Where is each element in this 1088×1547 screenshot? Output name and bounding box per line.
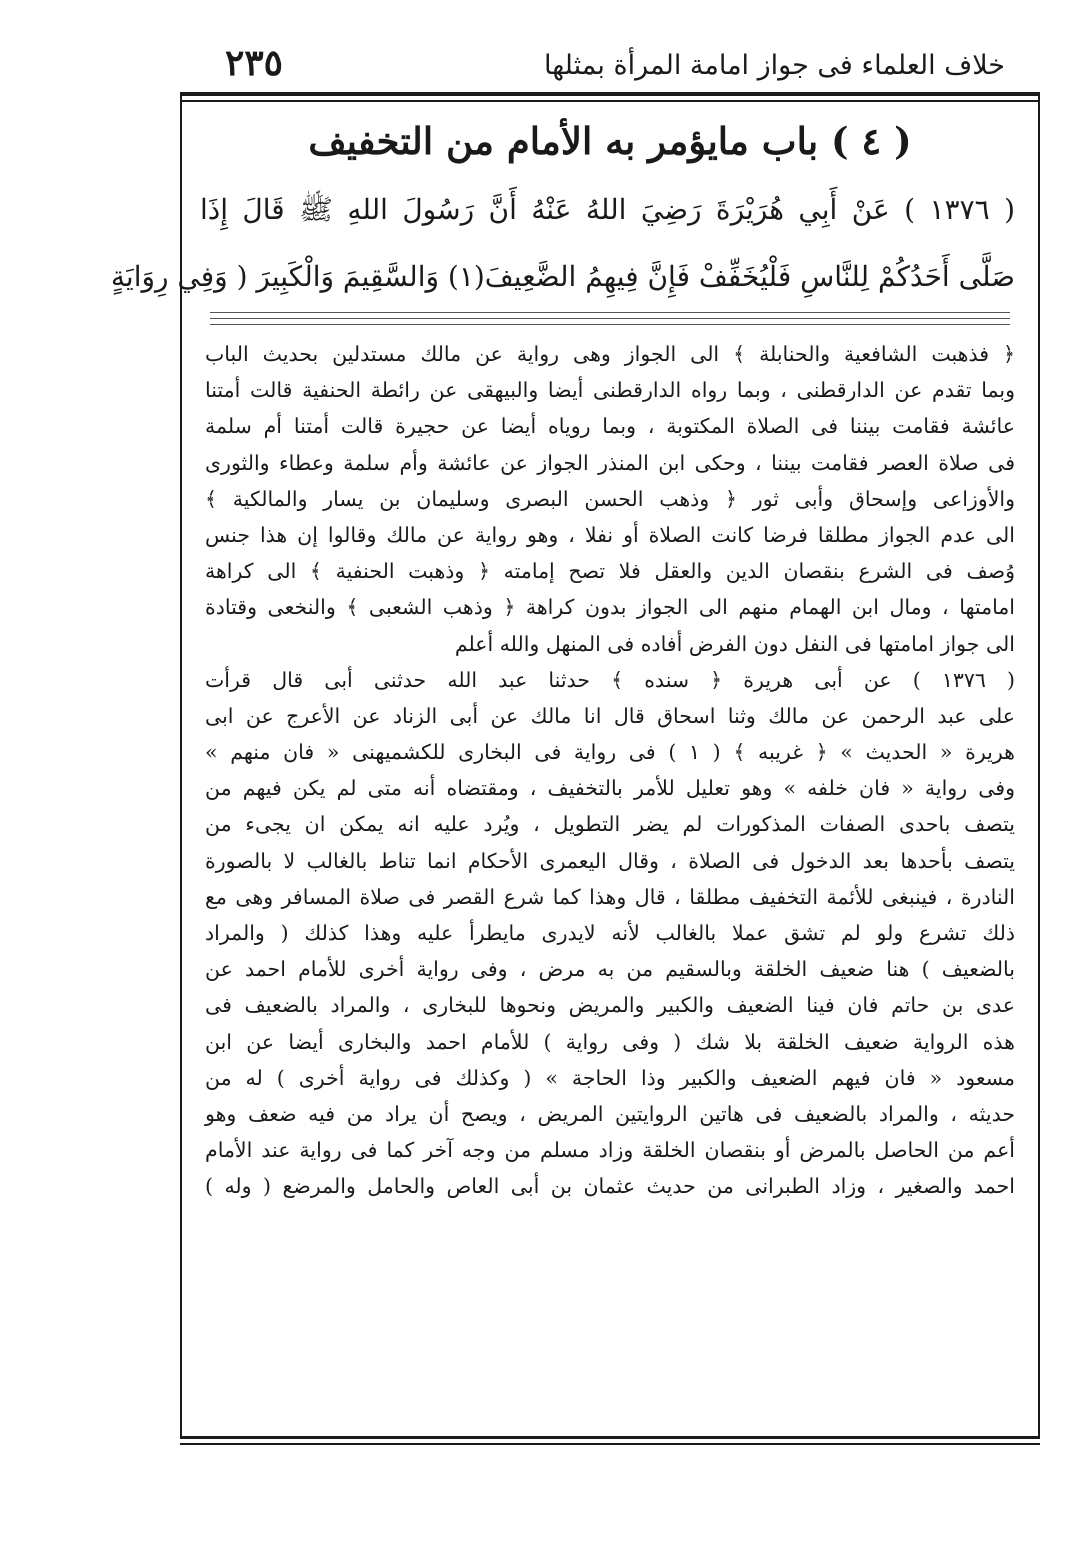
commentary-line: هريرة « الحديث » ﴿ غريبه ﴾ ( ١ ) فى رواية فى البخارى للكشميهنى « فان منهم » [205,740,1015,765]
page-number: ٢٣٥ [225,42,284,84]
hadith-text-line-2: صَلَّى أَحَدُكُمْ لِلنَّاسِ فَلْيُخَفِّفْ فَإِنَّ فِيهِمُ الضَّعِيفَ(١) وَالسَّقِيمَ وَالْكَبِيرَ ( وَفِي رِوَايَةٍ [110,260,1015,293]
commentary-line: عائشة فقامت بيننا فى الصلاة المكتوبة ، وبما روياه أيضا عن حجيرة قالت أمتنا أم سلمة [205,414,1015,439]
running-title: خلاف العلماء فى جواز امامة المرأة بمثلها [544,50,1005,81]
commentary-line: الى جواز امامتها فى النفل دون الفرض أفاده فى المنهل والله أعلم [454,631,1015,656]
commentary-line: أعم من الحاصل بالمرض أو بنقصان الخلقة وزاد مسلم من وجه آخر كما فى رواية عند الأمام [205,1138,1015,1163]
commentary-line: عدى بن حاتم فان فينا الضعيف والكبير والمريض ونحوها للبخارى ، والمراد بالضعيف فى [205,993,1015,1018]
commentary-block [205,336,1015,1205]
commentary-line: يتصف باحدى الصفات المذكورات لم يضر التطويل ، ويُرد عليه انه يمكن ان يجىء من [205,812,1015,837]
bottom-rule [180,1436,1040,1439]
commentary-line: وُصف فى الشرع بنقصان الدين والعقل فلا تصح إمامته ﴿ وذهبت الحنفية ﴾ الى كراهة [205,559,1015,584]
commentary-line: بالضعيف ) هنا ضعيف الخلقة وبالسقيم من به مرض ، وفى رواية أخرى للأمام احمد عن [205,957,1015,982]
commentary-line: النادرة ، فينبغى للأئمة التخفيف مطلقا ، قال وهذا كما شرع القصر فى صلاة المسافر وهى مع [205,884,1015,909]
commentary-line: هذه الرواية ضعيف الخلقة بلا شك ( وفى رواية ) للأمام احمد والبخارى أيضا عن ابن [205,1029,1015,1054]
commentary-line: وفى رواية « فان خلفه » وهو تعليل للأمر بالتخفيف ، ومقتضاه أنه متى لم يكن فيهم من [205,776,1015,801]
hadith-text-line-1: ( ١٣٧٦ ) عَنْ أَبِي هُرَيْرَةَ رَضِيَ اللهُ عَنْهُ أَنَّ رَسُولَ اللهِ ﷺ قَالَ إِذَا [200,193,1016,226]
commentary-line: ذلك تشرع ولو لم تشق عملا بالغالب لأنه لايدرى مايطرأ عليه وهذا كذلك ( والمراد [205,921,1015,945]
commentary-line: ( ١٣٧٦ ) عن أبى هريرة ﴿ سنده ﴾ حدثنا عبد الله حدثنى أبى قال قرأت [205,667,1016,692]
commentary-line: احمد والصغير ، وزاد الطبرانى من حديث عثمان بن أبى العاص والحامل والمرضع ( وله ) [205,1174,1015,1199]
commentary-line: والأوزاعى وإسحاق وأبى ثور ﴿ وذهب الحسن البصرى وسليمان بن يسار والمالكية ﴾ [205,486,1015,511]
commentary-line: وبما تقدم عن الدارقطنى ، وبما رواه الدارقطنى أيضا والبيهقى عن رائطة الحنفية قالت أمتنا [205,378,1015,403]
commentary-line: يتصف بأحدها بعد الدخول فى الصلاة ، وقال اليعمرى الأحكام انما تناط بالغالب لا بالصورة [205,848,1015,873]
commentary-line: حديثه ، والمراد بالضعيف فى هاتين الروايتين المريض ، ويصح أن يراد من فيه ضعف وهو [205,1101,1015,1126]
commentary-line: الى عدم الجواز مطلقا فرضا كانت الصلاة أو نفلا ، وهو رواية عن مالك وقالوا إن هذا جنس [205,522,1015,547]
bottom-rule-thin [180,1443,1040,1445]
section-separator [210,312,1010,313]
commentary-line: امامتها ، ومال ابن الهمام منهم الى الجواز بدون كراهة ﴿ وذهب الشعبى ﴾ والنخعى وقتادة [205,595,1015,620]
commentary-line: على عبد الرحمن عن مالك وثنا اسحاق قال انا مالك عن أبى الزناد عن الأعرج عن ابى [205,703,1015,728]
running-header [185,38,1030,94]
commentary-line: ﴿ فذهبت الشافعية والحنابلة ﴾ الى الجواز وهى رواية عن مالك مستدلين بحديث الباب [205,342,1015,366]
section-separator [210,324,1010,325]
section-separator [210,318,1010,319]
commentary-line: مسعود « فان فيهم الضعيف والكبير وذا الحاجة » ( وكذلك فى رواية أخرى ) له من [205,1065,1015,1090]
commentary-line: فى صلاة العصر فقامت بيننا ، وحكى ابن المنذر الجواز عن عائشة وأم سلمة وعطاء والثورى [205,450,1015,475]
chapter-heading: ( ٤ ) باب مايؤمر به الأمام من التخفيف [308,119,912,163]
